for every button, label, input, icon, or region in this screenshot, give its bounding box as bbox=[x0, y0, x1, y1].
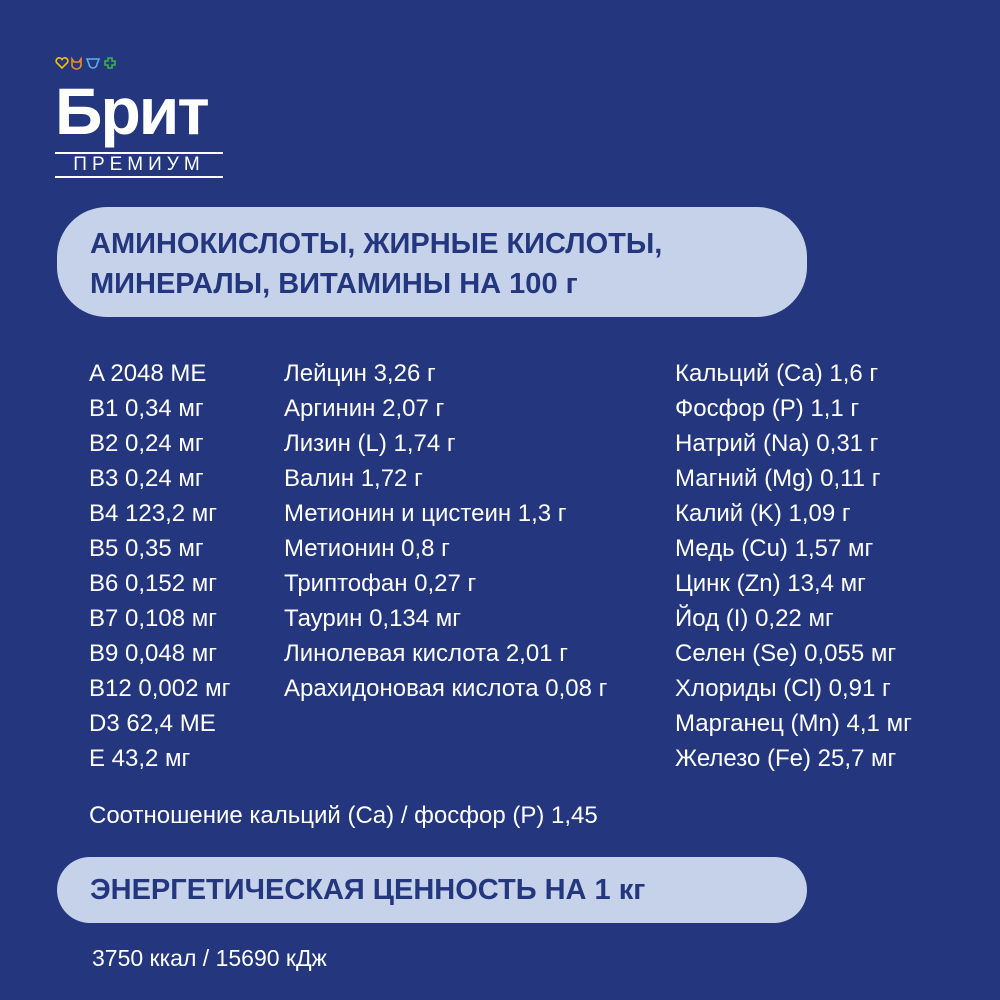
list-item: Лейцин 3,26 г bbox=[284, 360, 436, 387]
brand-name: Брит bbox=[55, 74, 208, 148]
list-item: Хлориды (Cl) 0,91 г bbox=[675, 675, 891, 702]
plus-cross-icon bbox=[105, 58, 115, 68]
logo-icons bbox=[55, 56, 125, 70]
list-item: Кальций (Ca) 1,6 г bbox=[675, 360, 879, 387]
list-item: Линолевая кислота 2,01 г bbox=[284, 640, 568, 667]
list-item: E 43,2 мг bbox=[89, 745, 191, 772]
list-item: A 2048 ME bbox=[89, 360, 207, 387]
list-item: Железо (Fe) 25,7 мг bbox=[675, 745, 897, 772]
list-item: B9 0,048 мг bbox=[89, 640, 218, 667]
list-item: B12 0,002 мг bbox=[89, 675, 231, 702]
list-item: Натрий (Na) 0,31 г bbox=[675, 430, 879, 457]
list-item: B7 0,108 мг bbox=[89, 605, 218, 632]
list-item: Селен (Se) 0,055 мг bbox=[675, 640, 897, 667]
list-item: Арахидоновая кислота 0,08 г bbox=[284, 675, 608, 702]
list-item: Фосфор (P) 1,1 г bbox=[675, 395, 860, 422]
list-item: Триптофан 0,27 г bbox=[284, 570, 477, 597]
energy-heading: ЭНЕРГЕТИЧЕСКАЯ ЦЕННОСТЬ НА 1 кг bbox=[57, 857, 807, 923]
list-item: B5 0,35 мг bbox=[89, 535, 204, 562]
list-item: Метионин и цистеин 1,3 г bbox=[284, 500, 567, 527]
calcium-phosphorus-ratio: Соотношение кальций (Ca) / фосфор (P) 1,45 bbox=[89, 802, 598, 829]
minerals-list bbox=[675, 356, 912, 776]
list-item: Йод (I) 0,22 мг bbox=[675, 605, 834, 632]
vitamins-list bbox=[89, 356, 230, 776]
list-item: Аргинин 2,07 г bbox=[284, 395, 445, 422]
list-item: Медь (Cu) 1,57 мг bbox=[675, 535, 874, 562]
list-item: Калий (K) 1,09 г bbox=[675, 500, 851, 527]
dog-face-icon bbox=[87, 59, 99, 68]
list-item: Лизин (L) 1,74 г bbox=[284, 430, 456, 457]
list-item: Валин 1,72 г bbox=[284, 465, 423, 492]
cat-face-icon bbox=[72, 59, 81, 69]
list-item: Цинк (Zn) 13,4 мг bbox=[675, 570, 866, 597]
list-item: B3 0,24 мг bbox=[89, 465, 204, 492]
energy-value: 3750 ккал / 15690 кДж bbox=[92, 945, 327, 971]
list-item: D3 62,4 ME bbox=[89, 710, 216, 737]
heart-icon bbox=[56, 58, 68, 68]
nutrients-heading-line1: АМИНОКИСЛОТЫ, ЖИРНЫЕ КИСЛОТЫ, bbox=[90, 228, 663, 260]
nutrients-heading bbox=[57, 207, 807, 317]
list-item: Марганец (Mn) 4,1 мг bbox=[675, 710, 912, 737]
list-item: Таурин 0,134 мг bbox=[284, 605, 462, 632]
list-item: Метионин 0,8 г bbox=[284, 535, 450, 562]
list-item: B4 123,2 мг bbox=[89, 500, 218, 527]
list-item: B1 0,34 мг bbox=[89, 395, 204, 422]
list-item: Магний (Mg) 0,11 г bbox=[675, 465, 881, 492]
list-item: B6 0,152 мг bbox=[89, 570, 218, 597]
amino-acids-list bbox=[284, 356, 607, 706]
list-item: B2 0,24 мг bbox=[89, 430, 204, 457]
brand-subtitle: ПРЕМИУМ bbox=[55, 152, 223, 178]
nutrients-heading-line2: МИНЕРАЛЫ, ВИТАМИНЫ НА 100 г bbox=[90, 268, 578, 300]
